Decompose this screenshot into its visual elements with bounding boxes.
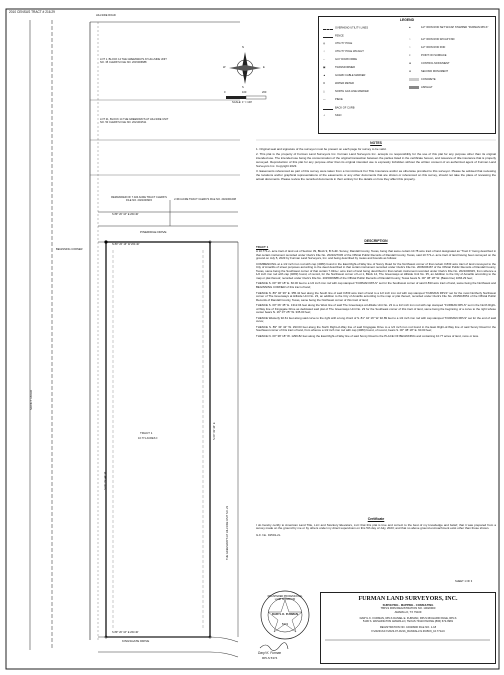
seal-number: 5374 — [281, 622, 289, 626]
pineridge-drive-label: PINERIDGE DRIVE — [140, 230, 167, 234]
notes-section — [256, 142, 496, 181]
sheet-number: SHEET 1 OF 3 — [455, 580, 473, 583]
beginning-corner-marker — [104, 240, 107, 243]
top-parcel-left-label: REMAINDER OF 7.024 ACRE TRACT CLERK'S FILE NO. 2021000915 — [111, 196, 167, 203]
certificate-section — [256, 518, 496, 538]
legend-item: OVERHEAD UTILITY LINES — [323, 26, 368, 30]
seal-state-text: REGISTERED PROFESSIONAL LAND SURVEYOR — [267, 595, 303, 601]
legend-item: ⊕ CONTROL MONUMENT — [409, 62, 450, 66]
description-para: THENCE Westerly 92.61 feet along said curve to the right with a long chord of S. 81° 42' 16" W. 92.89 feet to a 1/2 inch iron rod with cap stamped "FURMAN RPLS" set for the end of said curve; — [256, 315, 496, 324]
legend-item: ☼ UTILITY POLE W/LIGHT — [323, 50, 364, 54]
company-name: FURMAN LAND SURVEYORS, INC. — [358, 596, 458, 602]
description-para: THENCE N. 00° 38' 18" W. 1299.82 feet along the East Right-of-Way line of said Soncy Road to the PLACE OF BEGINNING and containing 10.77 acres of land, more or less. — [256, 334, 479, 339]
legend-item: FENCE — [323, 34, 344, 38]
south-label: S — [242, 86, 244, 89]
legend-item: ● 1/2" IRON ROD SET W/CAP STAMPED "FURMAN RPLS" — [409, 26, 489, 30]
top-bearing-label: S 89° 26' 16" E 263.40' — [112, 213, 139, 216]
right-strip-label: THE GREENWAYS AT HILLSIDE UNIT NO. 23 — [226, 505, 229, 560]
certificate-text: I do hereby certify to American Land Title, LLC and Stockury Elevators, LLC that this plat is true and correct to the best of my knowledge and belief; that it was prepared from a survey made on the ground by me or by others under my direct supervision on this 5th day of July, 2023; and that no above ground encroachment exist other than those shown. — [256, 522, 496, 531]
east-label: E — [263, 66, 265, 69]
description-tract: TRACT 1 — [256, 244, 269, 249]
note-2: 2. This plat is the property of Furman Land Surveyors Inc. Furman Land Surveyors Inc. accepts no responsibility for the use of this plat for any purpose other than its original intended use. The intended use being the consummation of the original transaction between the parties listed in the certificate hereon, and issuance of title insurance that is properly surveyed. Reproduction of this plat for any purpose other than its original intended use is expressly forbidden without the written consent of an authorized agent of Furman Land Surveyors Inc. Copyright 2023. — [256, 152, 496, 168]
description-section — [256, 240, 496, 339]
bearing-right-label: N 00° 33' 44" E — [213, 422, 216, 440]
scale-bar — [226, 96, 266, 99]
bottom-bearing-label: S 89° 26' 16" E 263.40' — [112, 631, 139, 634]
north-arrow-icon — [229, 52, 261, 84]
legend-item: ○ 1/2" IRON ROD FND — [409, 46, 446, 50]
description-para: THENCE S. 00° 06' 45" E. 1312.04 feet along the West line of said The Greenways at Hillside Unit No. 23 to a 1/2 inch iron rod with cap stamped "FURMAN RPLS" set in the North Right-of-Way line of Kingsgate Drive as dedicated said plat of The Greenways Unit No. 23 for the Southeast corner of this tract of land, same being the beginning of a curve to the right whose center bears N. 16° 07' 25" W. 335.00 feet; — [256, 303, 496, 315]
census-tract-header: 2010 CENSUS TRACT # 216.29 — [9, 10, 55, 14]
title-path: X:\2023\JULY\2023-07-0\21b_RANDALL\S.39.BK9_10.771AC — [370, 629, 446, 633]
scale-text: SCALE: 1" = 100' — [232, 101, 253, 104]
title-staff: DARYL K. FURMAN, RPLS DANIEL E. FURMAN, RPLS RICHARD PAGE, RPLS — [359, 616, 457, 620]
description-para: A 10.771+/- acre tract of land out of Section 39, Block 9, B.S.&F. Survey, Randall County, Texas, being that same certain 10.78 acre tract of land designated as "Tract 1" being described in that certain instrument recorded under Clerk's File No. 2021027045 of the Official Public Records of Randall County, Texas, said 10.771+/- acre tract of land having been surveyed on the ground on July 5, 2023 by Furman Land Surveyors, Inc. and being described by metes and bounds as follows: — [256, 249, 496, 261]
hillside-road-label: HILLSIDE ROAD — [96, 14, 116, 17]
legend-item: ⊡ WATER METER — [323, 82, 354, 86]
legend-item: ← GUY DOWN WIRE — [323, 58, 357, 62]
scale-tick-0: 0 — [224, 91, 226, 94]
beginning-corner-label: BEGINNING CORNER — [56, 248, 83, 251]
signature-name: Daryl K. Furman — [258, 651, 282, 655]
legend-item: ○ 1/2" IRON ROD W/CAP FND — [409, 38, 455, 42]
kingsgate-south-line — [98, 652, 238, 657]
legend-item: BACK OF CURB — [323, 106, 354, 110]
gf-number: G.F. No. 91501-2L — [256, 533, 281, 538]
scale-tick-100: 100 — [242, 91, 247, 94]
west-label: W — [223, 66, 226, 69]
top-parcel-right-label: 2.364 ACRE TRACT CLERK'S FILE NO. 2021001008 — [174, 198, 236, 201]
top-bearing-label-2: N 89° 26' 16" W 263.40' — [112, 243, 140, 246]
title-line-2: TBPLS FIRM REGISTRATION NO. 10020900 — [380, 607, 436, 611]
tract-label: TRACT 1 — [140, 431, 153, 435]
legend-item: ▲ GUARD CABLE MARKER — [323, 74, 366, 78]
title-block — [320, 592, 496, 664]
notes-title: NOTES — [370, 141, 382, 145]
tract-area-label: 10.771 ACRES ± — [138, 437, 158, 440]
legend-item: ASPHALT — [409, 86, 433, 89]
signature-rpls: RPLS 5374 — [262, 656, 278, 660]
title-line-1: SURVEYING - MAPPING - CONSULTING — [382, 604, 434, 607]
legend-item: CONCRETE — [409, 78, 436, 81]
legend-item: — PIECE — [323, 98, 343, 102]
north-label: N — [242, 46, 244, 49]
description-para: COMMENCING at a 1/2 inch iron rod with cap (4083) found in the East Right-of-Way line of Soncy Road for the Northwest corner of that certain 0.833 acre tract of land conveyed to the City of Amarillo of street purposes according to the deed described in that certain instrument recorded under Clerk's File No. 2006006467 of the Official Public Records of Randall County, Texas, same being the Southwest corner of that certain 7.024+/- acre tract of land being described in that certain instrument recorded under Clerk's File No. 2021000915, from whence a 1/2 inch iron rod with cap (4083) found, of record, for the Northwest corner of Lot 1, Block 14, The Greenways at Hillside Unit No. 35, an Addition to the City of Amarillo according to the map or plat thereof, recorded under Clerk's File No. 2015006688 of the Official Public Records of Randall County, Texas bears N. 00° 38' 18" W. (Basis line) 1066.29 feet; — [256, 261, 496, 280]
legend-item: × POINT ON SURFACE — [409, 54, 447, 58]
scale-tick-200: 200 — [262, 91, 267, 94]
legend-box — [318, 16, 496, 134]
signature-mark — [260, 643, 288, 651]
legend-title: LEGEND — [399, 18, 415, 22]
soncy-road-label: SONCY ROAD — [29, 389, 33, 410]
note-3: 3. Easements referenced as part of this survey were taken from a Commitment For Title Insurance and/or as otherwise provided to this surveyor. Please be advised that reviewing the locations and/or graphical representations of the easements or any other documents that are shown or referenced on this survey, should not take the place of reviewing the actual documents. Please review the recorded documents in their entirety for the details on how they affect this property. — [256, 169, 496, 181]
description-para: THENCE S. 89° 33' 42" W. 293.63 feet along the North Right-of-Way line of said Kingsgate Drive to a 1/2 inch iron rod found in the East Right-of-Way line of said Soncy Road for the Southwest corner of this tract of land, from whence a 1/2 inch iron rod with cap (4083) found, of record, bears S. 00° 38' 18" E. 60.00 feet; — [256, 324, 496, 333]
certificate-title: Certificate — [367, 517, 385, 521]
seal-name: DARYL K. FURMAN — [272, 612, 298, 616]
lot2-label: LOT 21, BLOCK 14 THE GREENWAYS AT HILLSIDE UNIT NO. 50 CLERK'S FILE NO. 2021001511 — [100, 118, 169, 125]
legend-item: △ NORTH GAS LINE MARKER — [323, 90, 369, 94]
kingsgate-drive-label: KINGSGATE DRIVE — [122, 639, 150, 643]
description-para: THENCE S. 00° 38' 18" E. 60.00 feet to a 1/2 inch iron rod with cap stamped "FURMAN RPLS" set for the Southwest corner of said 0.833 acre tract of land, same being the Northwest and BEGINNING CORNER of this tract of land; — [256, 281, 496, 290]
description-para: THENCE N. 89° 46' 39" E. 355.42 feet along the South line of said 0.833 acre tract of land to a 1/2 inch iron rod with cap stamped "FURMAN RPLS" set for the most Northerly Northwest corner of The Greenways at Hillside Unit No. 23, an addition to the City of Amarillo according to the map or plat thereof, recorded under Clerk's File No. 2015016551 of the Official Public Records of Randall County, Texas, same being the Northeast corner of this tract of land; — [256, 290, 496, 302]
title-address: 5106 S. WASHINGTON AMARILLO, TEXAS 79110 PHONE (806) 672-9981 — [362, 620, 454, 624]
title-job: REGISTRATION NO. 10020900 FILE NO. 1-18 — [379, 626, 437, 630]
title-line-3: AMARILLO, TX 79109 — [394, 610, 422, 614]
legend-item: ⊥ SIGN — [323, 114, 342, 118]
legend-item: ⊗ SECOND MONUMENT — [409, 70, 449, 74]
bearing-left-label: S 00° 33' 44" W — [104, 471, 107, 490]
note-1: 1. Original seal and signature of the surveyor must be present on each page for survey to be valid. — [256, 146, 387, 151]
legend-item: ◎ UTILITY POLE — [323, 42, 353, 46]
tract-1-boundary — [106, 242, 210, 637]
description-title: DESCRIPTION — [364, 239, 388, 243]
legend-item: ▣ TRANSFORMER — [323, 66, 356, 70]
kingsgate-north-line — [98, 637, 238, 642]
lot1-label: LOT 1, BLOCK 14 THE GREENWAYS AT HILLSIDE UNIT NO. 35 CLERK'S FILE NO. 2015006688 — [100, 58, 167, 65]
